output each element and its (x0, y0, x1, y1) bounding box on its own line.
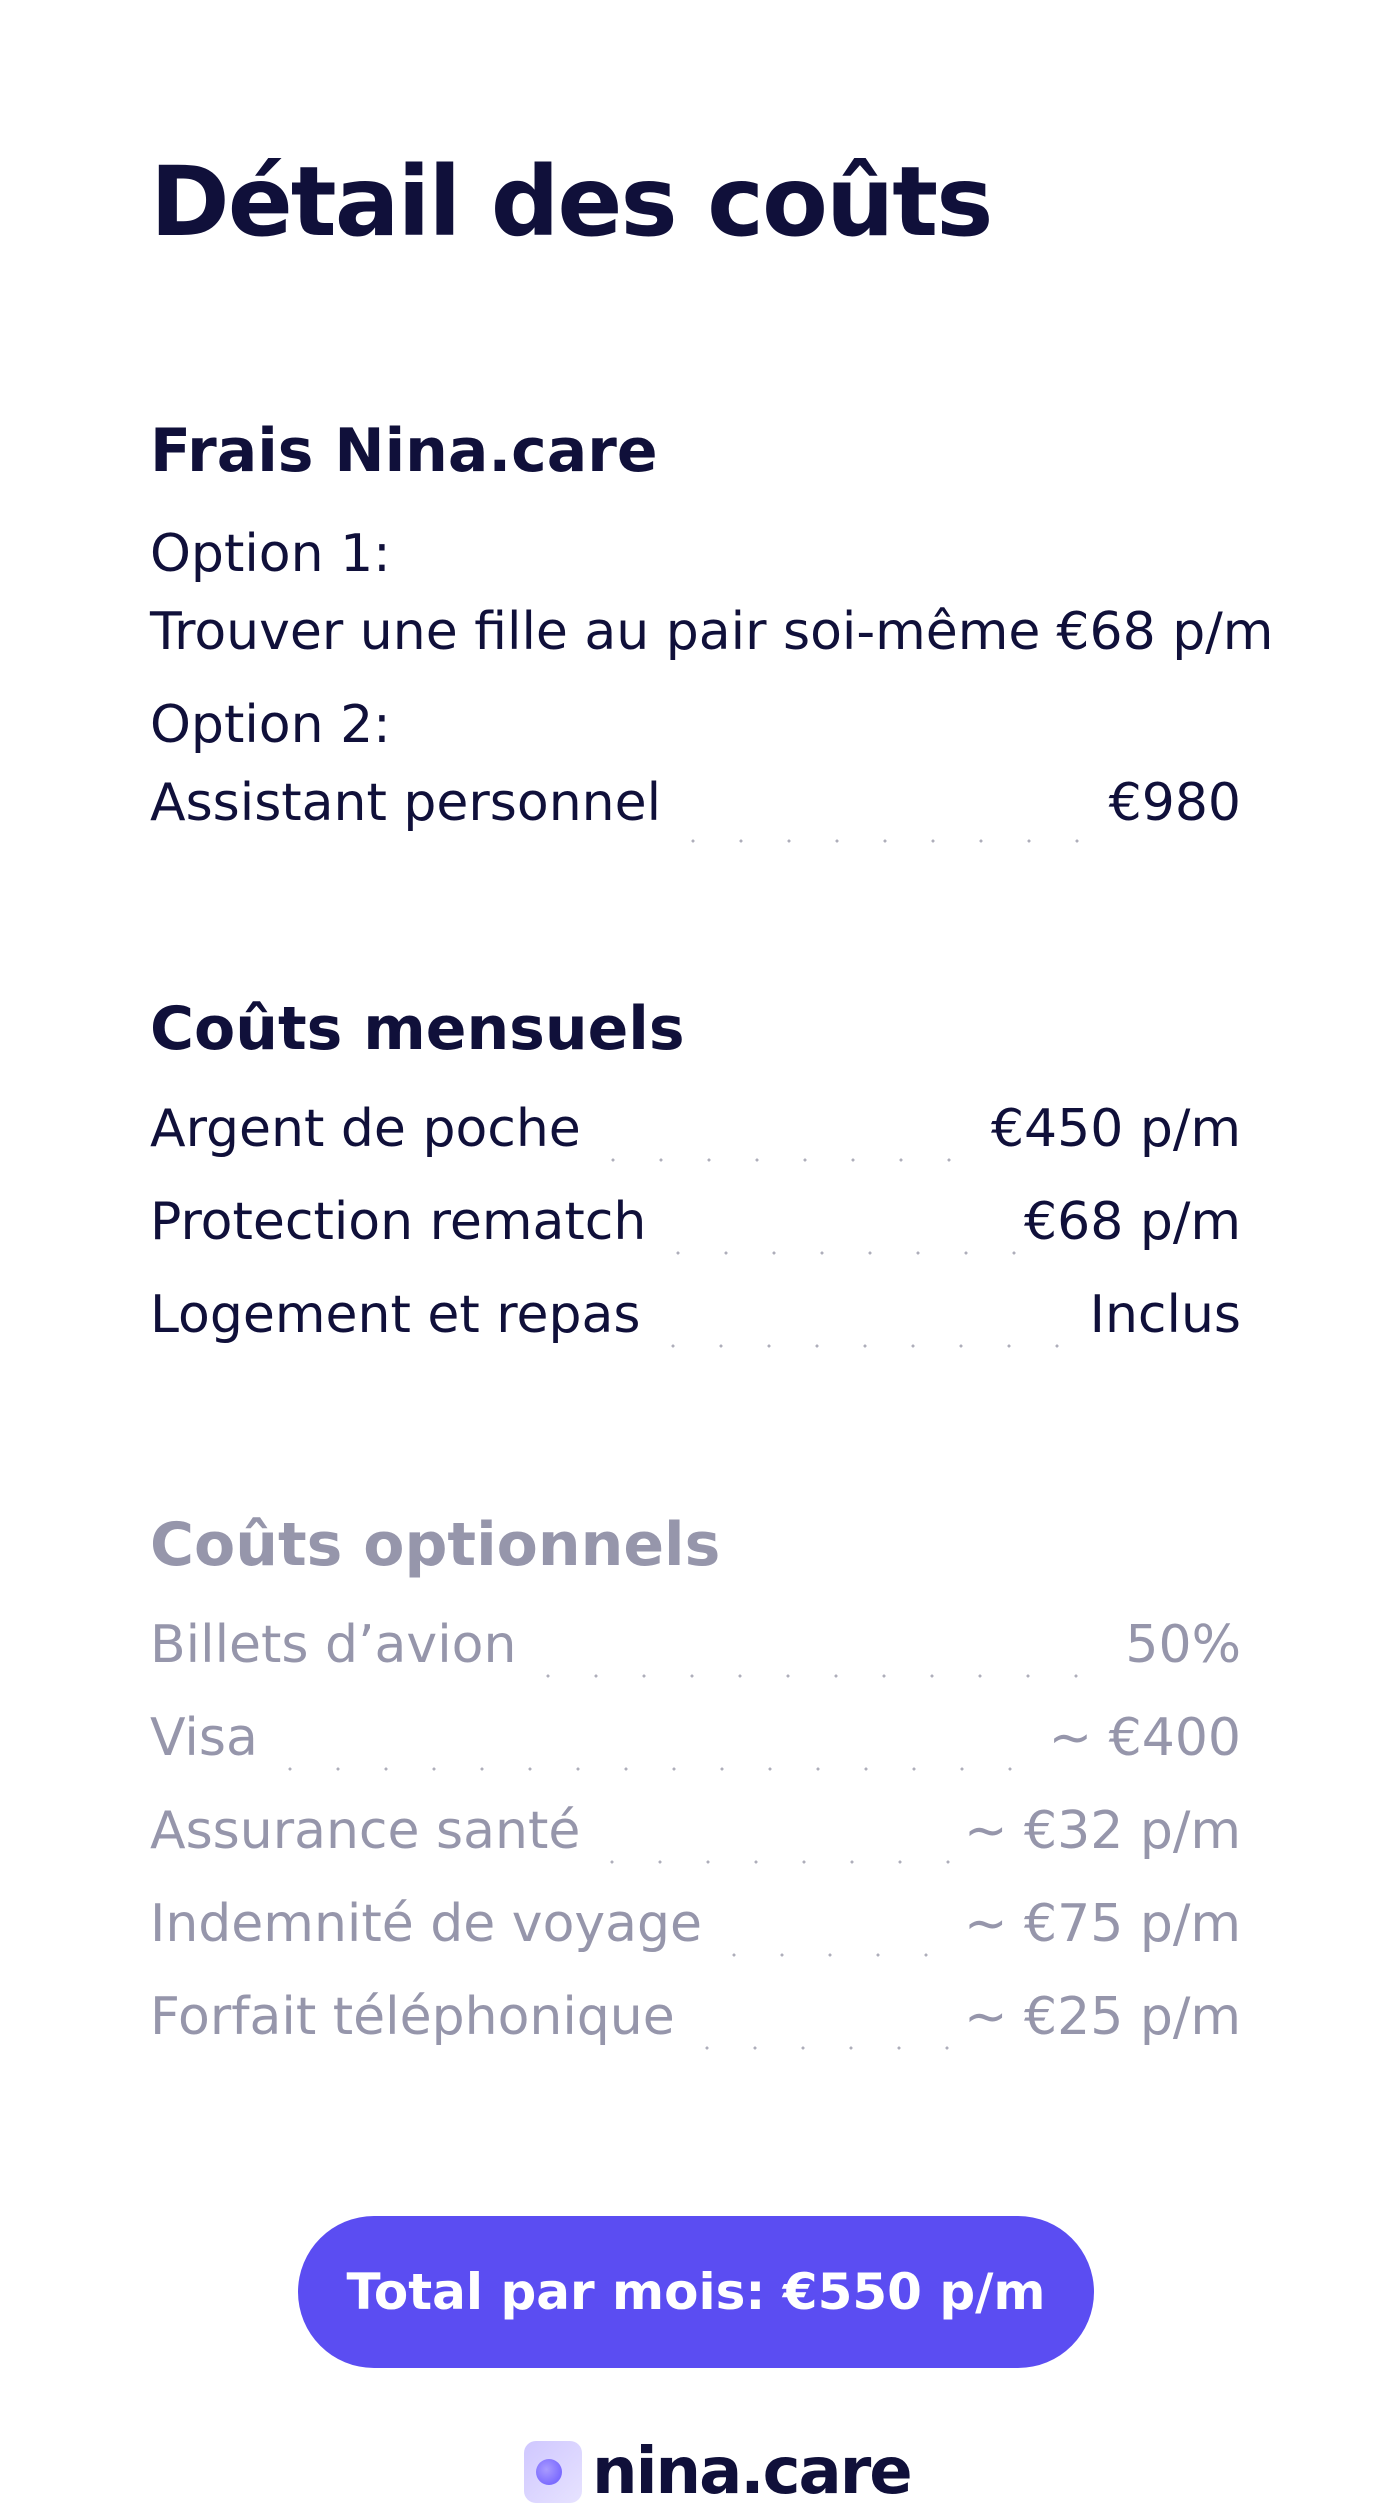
brand-name: nina.care (592, 2440, 911, 2504)
total-per-month-button[interactable]: Total par mois: €550 p/m (298, 2216, 1094, 2368)
fee-row-option-1 (150, 593, 1274, 686)
list-item (150, 1692, 1241, 1785)
fee-row-value: €68 p/m (1056, 602, 1274, 662)
nina-care-logo-icon (524, 2441, 582, 2503)
list-item (150, 1269, 1241, 1362)
cost-label: Billets d’avion (150, 1615, 517, 1675)
cost-label: Visa (150, 1708, 258, 1768)
cost-value: ~ €400 (1048, 1708, 1241, 1768)
fee-row-label: Assistant personnel (150, 773, 662, 833)
list-item (150, 1971, 1241, 2064)
cost-label: Forfait téléphonique (150, 1987, 675, 2047)
cost-label: Argent de poche (150, 1099, 581, 1159)
option-2-label: Option 2: (150, 695, 391, 755)
fee-row-label: Trouver une fille au pair soi-même (150, 602, 1041, 662)
dotted-leader (649, 1340, 1082, 1352)
section-title-monthly: Coûts mensuels (150, 994, 685, 1064)
dotted-leader (588, 1856, 956, 1868)
brand-footer (524, 2440, 911, 2504)
cost-value: ~ €25 p/m (963, 1987, 1241, 2047)
dotted-leader (654, 1247, 1016, 1259)
dotted-leader (710, 1949, 956, 1961)
list-item (150, 1083, 1241, 1176)
cost-label: Assurance santé (150, 1801, 581, 1861)
dotted-leader (589, 1154, 983, 1166)
cost-value: €68 p/m (1024, 1192, 1241, 1252)
dotted-leader (683, 2042, 956, 2054)
section-monthly-costs (150, 993, 1241, 1362)
cost-value: 50% (1125, 1615, 1241, 1675)
list-item (150, 1599, 1241, 1692)
fee-row-value: €980 (1108, 773, 1241, 833)
list-item (150, 1176, 1241, 1269)
section-title-fees: Frais Nina.care (150, 416, 658, 486)
section-title-optional: Coûts optionnels (150, 1510, 721, 1580)
cost-label: Indemnité de voyage (150, 1894, 703, 1954)
dotted-leader (524, 1670, 1117, 1682)
section-nina-care-fees (150, 415, 1274, 857)
cost-label: Logement et repas (150, 1285, 641, 1345)
cost-label: Protection rematch (150, 1192, 647, 1252)
option-1-label: Option 1: (150, 524, 391, 584)
dotted-leader (266, 1763, 1041, 1775)
page-title: Détail des coûts (150, 146, 992, 258)
section-optional-costs (150, 1509, 1241, 2064)
list-item (150, 1785, 1241, 1878)
list-item (150, 1878, 1241, 1971)
cost-value: €450 p/m (990, 1099, 1241, 1159)
cost-value: ~ €32 p/m (963, 1801, 1241, 1861)
cost-value: ~ €75 p/m (963, 1894, 1241, 1954)
fee-row-option-2 (150, 764, 1241, 857)
cost-value: Inclus (1089, 1285, 1241, 1345)
dotted-leader (669, 835, 1101, 847)
